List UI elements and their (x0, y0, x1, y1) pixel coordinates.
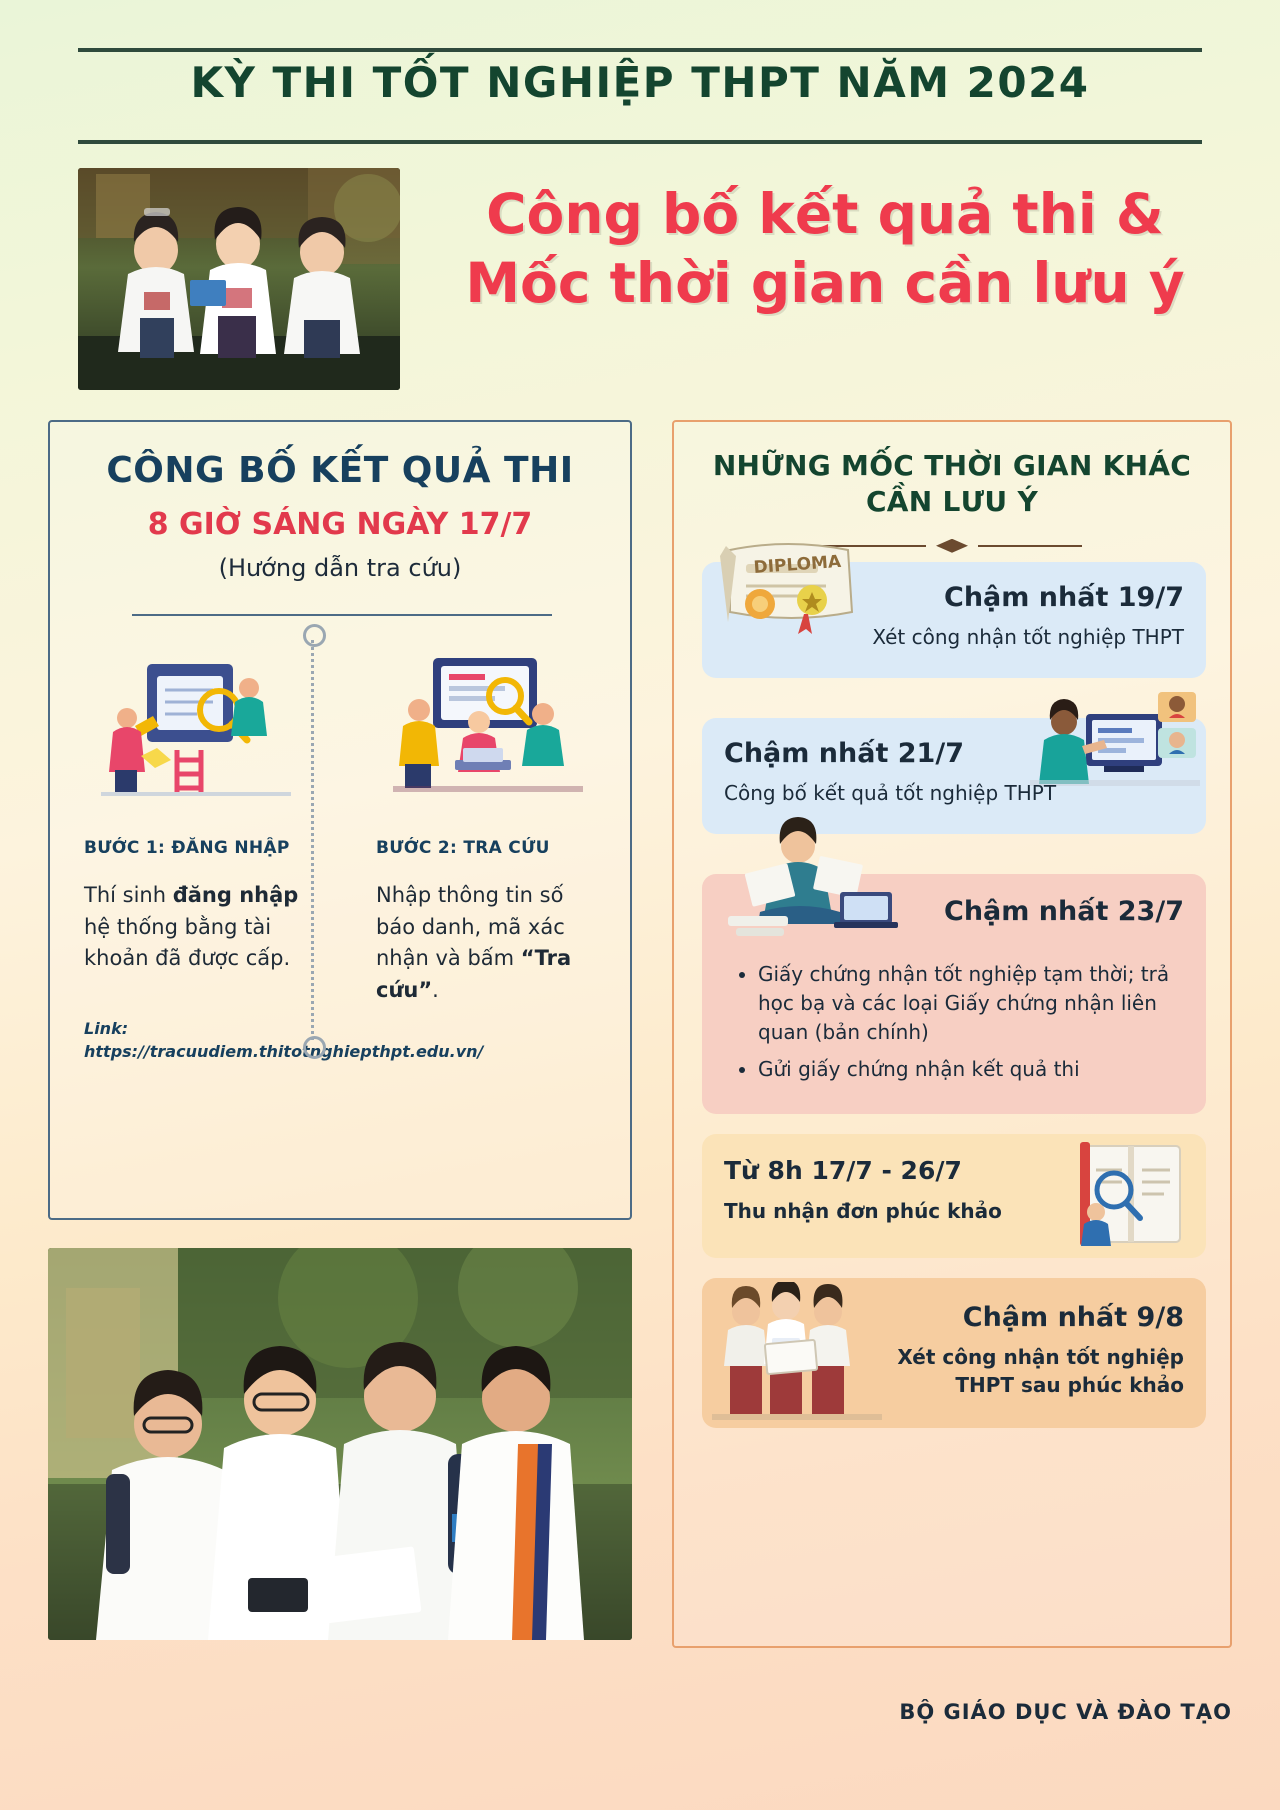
header-divider-top (78, 48, 1202, 52)
headline-line-1: Công bố kết quả thi & (486, 182, 1164, 246)
milestone-4-date: Từ 8h 17/7 - 26/7 (724, 1156, 962, 1185)
left-card-title: CÔNG BỐ KẾT QUẢ THI (106, 450, 574, 491)
step-2-title: BƯỚC 2: TRA CỨU (376, 838, 550, 858)
milestone-5-date: Chậm nhất 9/8 (962, 1302, 1184, 1333)
step-1-body: Thí sinh đăng nhập hệ thống bằng tài khoản đã được cấp. (84, 883, 299, 970)
book-magnifier-icon (1066, 1136, 1196, 1254)
milestone-4-text: Thu nhận đơn phúc khảo (724, 1199, 1002, 1223)
milestone-5-text: Xét công nhận tốt nghiệp THPT sau phúc khảo (897, 1345, 1184, 1397)
header-divider-bottom (78, 140, 1202, 144)
milestone-2-text: Công bố kết quả tốt nghiệp THPT (724, 781, 1057, 805)
left-card-time: 8 GIỜ SÁNG NGÀY 17/7 (147, 507, 533, 542)
steps-dotted-divider (311, 640, 316, 1040)
step-2 (342, 652, 634, 1063)
milestone-3-date: Chậm nhất 23/7 (944, 896, 1184, 927)
list-item: • Gửi giấy chứng nhận kết quả thi (758, 1055, 1188, 1084)
timeline-dot-bottom (303, 1036, 326, 1059)
right-card-title-line-2: CẦN LƯU Ý (865, 485, 1039, 519)
bottom-photo (48, 1248, 632, 1640)
step-2-body: Nhập thông tin số báo danh, mã xác nhận và bấm “Tra cứu”. (376, 883, 572, 1002)
top-photo (78, 168, 400, 390)
svg-text:DIPLOMA: DIPLOMA (752, 551, 842, 578)
students-group-icon (712, 1282, 882, 1424)
milestone-2-date: Chậm nhất 21/7 (724, 738, 964, 769)
right-card-title (692, 448, 1212, 521)
left-card-divider (132, 614, 552, 616)
milestone-item-3 (702, 874, 1206, 1114)
milestone-1-text: Xét công nhận tốt nghiệp THPT (872, 625, 1184, 649)
milestone-item-4 (702, 1134, 1206, 1258)
headline (430, 180, 1220, 318)
milestone-item-5 (702, 1278, 1206, 1428)
results-announcement-card (48, 420, 632, 1220)
diploma-icon (716, 528, 866, 648)
milestone-3-bullets (736, 960, 1188, 1092)
milestone-item-1 (702, 551, 1206, 678)
page-title: KỲ THI TỐT NGHIỆP THPT NĂM 2024 (190, 58, 1090, 107)
lookup-link[interactable]: Link: https://tracuudiem.thitotnghiepthpt.edu.vn/ (84, 1018, 484, 1061)
footer-organization: BỘ GIÁO DỤC VÀ ĐÀO TẠO (899, 1700, 1232, 1724)
other-milestones-card (672, 420, 1232, 1648)
milestone-1-date: Chậm nhất 19/7 (944, 582, 1184, 613)
headline-line-2: Mốc thời gian cần lưu ý (465, 250, 1185, 315)
student-reading-icon (720, 816, 910, 946)
lookup-illustration-icon (376, 652, 600, 802)
login-illustration-icon (84, 652, 308, 802)
list-item: • Giấy chứng nhận tốt nghiệp tạm thời; trả học bạ và các loại Giấy chứng nhận liên quan (bản chính) (758, 960, 1188, 1047)
right-card-title-line-1: NHỮNG MỐC THỜI GIAN KHÁC (712, 449, 1192, 482)
step-1-title: BƯỚC 1: ĐĂNG NHẬP (84, 838, 290, 858)
left-card-note: (Hướng dẫn tra cứu) (218, 554, 462, 582)
steps-container (50, 652, 634, 1063)
